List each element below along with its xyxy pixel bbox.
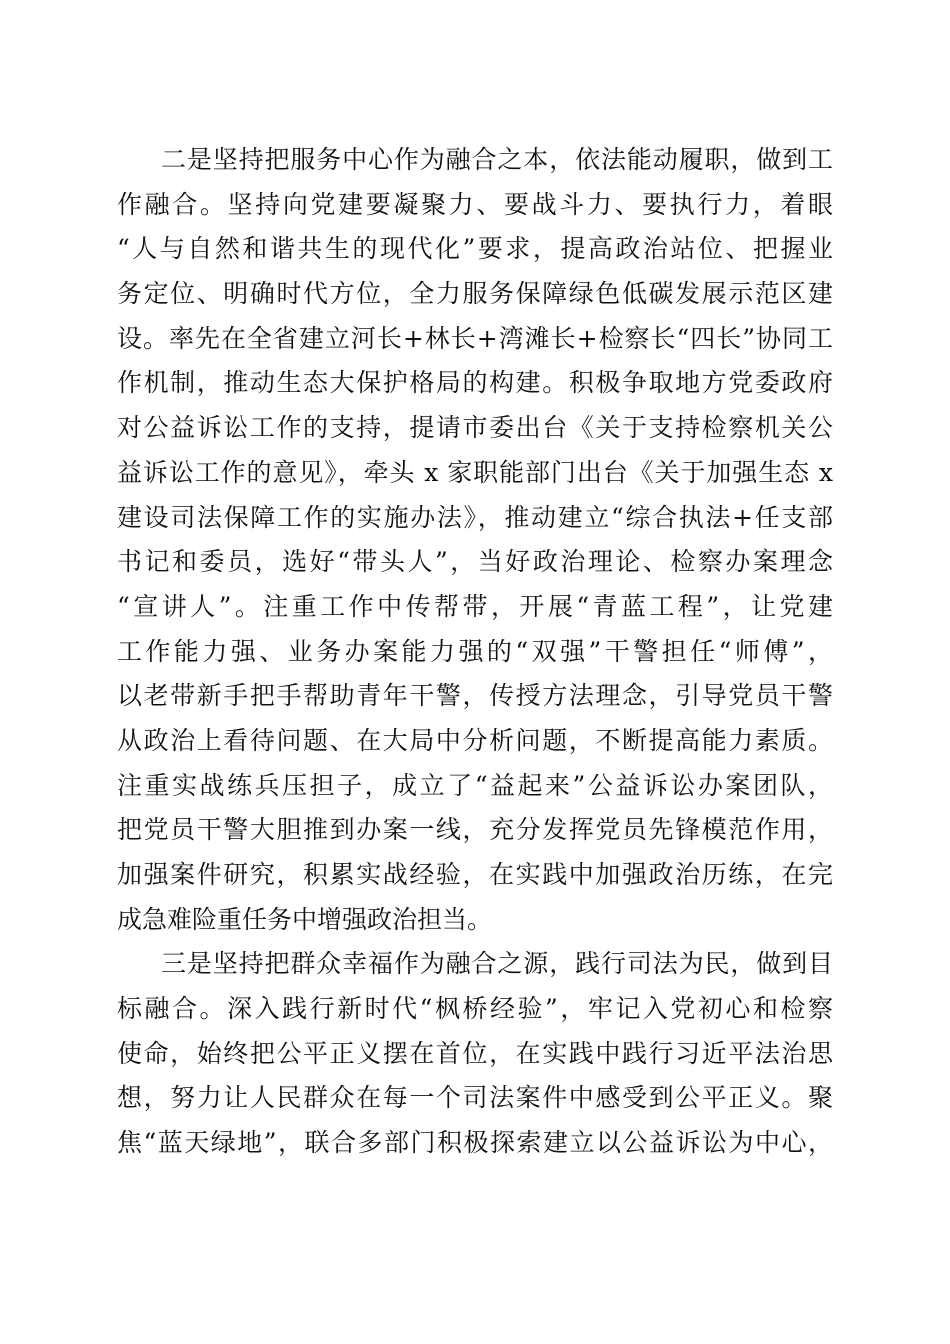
text-line: 益诉讼工作的意见》，牵头 x 家职能部门出台《关于加强生态 x <box>117 457 833 487</box>
text-line: 从政治上看待问题、在大局中分析问题，不断提高能力素质。 <box>117 725 833 755</box>
text-line: 建设司法保障工作的实施办法》，推动建立“综合执法+任支部 <box>117 502 833 532</box>
paragraph-3 <box>117 949 833 1172</box>
text-line: 务定位、明确时代方位，全力服务保障绿色低碳发展示范区建 <box>117 279 833 309</box>
text-line: 想，努力让人民群众在每一个司法案件中感受到公平正义。聚 <box>117 1083 833 1113</box>
text-line: 二是坚持把服务中心作为融合之本，依法能动履职，做到工 <box>161 145 833 174</box>
text-line: 以老带新手把手帮助青年干警，传授方法理念，引导党员干警 <box>117 681 833 711</box>
text-line: 设。率先在全省建立河长+林长+湾滩长+检察长“四长”协同工 <box>117 323 833 353</box>
text-line: 作机制，推动生态大保护格局的构建。积极争取地方党委政府 <box>117 368 833 398</box>
text-line: 工作能力强、业务办案能力强的“双强”干警担任“师傅”， <box>117 636 833 666</box>
text-line: 成急难险重任务中增强政治担当。 <box>117 904 493 934</box>
text-line: 标融合。深入践行新时代“枫桥经验”，牢记入党初心和检察 <box>117 994 833 1024</box>
text-line: “人与自然和谐共生的现代化”要求，提高政治站位、把握业 <box>117 234 833 264</box>
text-line: 加强案件研究，积累实战经验，在实践中加强政治历练，在完 <box>117 860 833 889</box>
text-line: 对公益诉讼工作的支持，提请市委出台《关于支持检察机关公 <box>117 413 833 443</box>
text-line: “宣讲人”。注重工作中传帮带，开展“青蓝工程”，让党建 <box>117 591 833 621</box>
text-line: 作融合。坚持向党建要凝聚力、要战斗力、要执行力，着眼 <box>117 189 833 219</box>
text-line: 使命，始终把公平正义摆在首位，在实践中践行习近平法治思 <box>117 1038 833 1068</box>
text-line: 焦“蓝天绿地”，联合多部门积极探索建立以公益诉讼为中心， <box>117 1128 833 1158</box>
text-line: 三是坚持把群众幸福作为融合之源，践行司法为民，做到目 <box>161 949 833 979</box>
document-body <box>117 145 833 1173</box>
paragraph-2 <box>117 145 833 949</box>
text-line: 把党员干警大胆推到办案一线，充分发挥党员先锋模范作用， <box>117 815 833 845</box>
text-line: 书记和委员，选好“带头人”，当好政治理论、检察办案理念 <box>117 547 833 577</box>
text-line: 注重实战练兵压担子，成立了“益起来”公益诉讼办案团队， <box>117 770 833 800</box>
